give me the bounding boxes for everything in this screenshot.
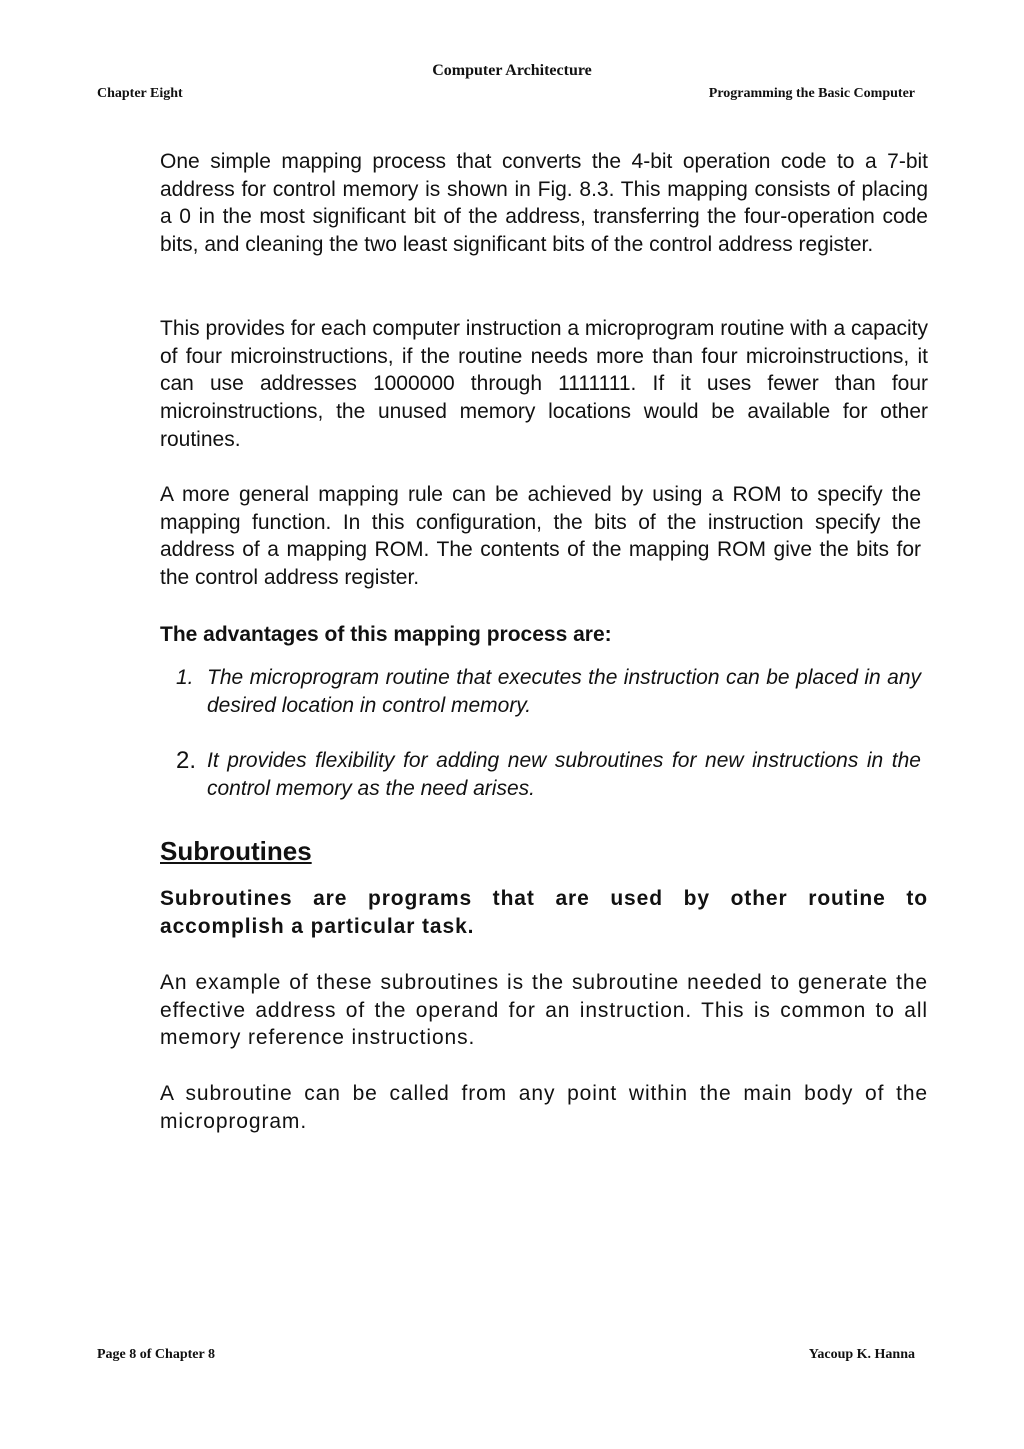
advantages-heading: The advantages of this mapping process are:	[160, 623, 612, 646]
page-header-title: Computer Architecture	[432, 62, 592, 79]
advantage-number: 1.	[176, 666, 194, 689]
header-section-label: Programming the Basic Computer	[708, 86, 915, 101]
advantage-number: 2.	[176, 747, 197, 774]
footer-author: Yacoup K. Hanna	[808, 1347, 915, 1362]
advantage-text: It provides flexibility for adding new subroutines for new instructions in the control memory as the need arises.	[207, 749, 921, 800]
section-heading-subroutines: Subroutines	[160, 836, 312, 866]
paragraph-mapping-process: One simple mapping process that converts the 4-bit operation code to a 7-bit address for control memory is shown in Fig. 8.3. This mapping consists of placing a 0 in the most significant bit of the address, transferring the four-operation code bits, and cleaning the two least significant bits of the control address register.	[160, 150, 928, 257]
paragraph-microprogram-routine: This provides for each computer instruction a microprogram routine with a capacity of four microinstructions, if the routine needs more than four microinstructions, it can use addresses 1000000 through 1111111. If it uses fewer than four microinstructions, the unused memory locations would be available for other routines.	[160, 317, 928, 451]
header-chapter-label: Chapter Eight	[97, 86, 183, 101]
paragraph-subroutine-call: A subroutine can be called from any point within the main body of the microprogram.	[160, 1082, 928, 1133]
paragraph-mapping-rom: A more general mapping rule can be achieved by using a ROM to specify the mapping function. In this configuration, the bits of the instruction specify the address of a mapping ROM. The contents of the mapping ROM give the bits for the control address register.	[160, 483, 921, 590]
advantage-item	[176, 664, 921, 720]
advantage-text: The microprogram routine that executes the instruction can be placed in any desired location in control memory.	[207, 666, 921, 717]
subroutines-definition: Subroutines are programs that are used by other routine to accomplish a particular task.	[160, 887, 928, 938]
advantage-item	[176, 747, 921, 803]
paragraph-subroutine-example: An example of these subroutines is the subroutine needed to generate the effective address of the operand for an instruction. This is common to all memory reference instructions.	[160, 971, 928, 1050]
footer-page-number: Page 8 of Chapter 8	[97, 1347, 215, 1362]
